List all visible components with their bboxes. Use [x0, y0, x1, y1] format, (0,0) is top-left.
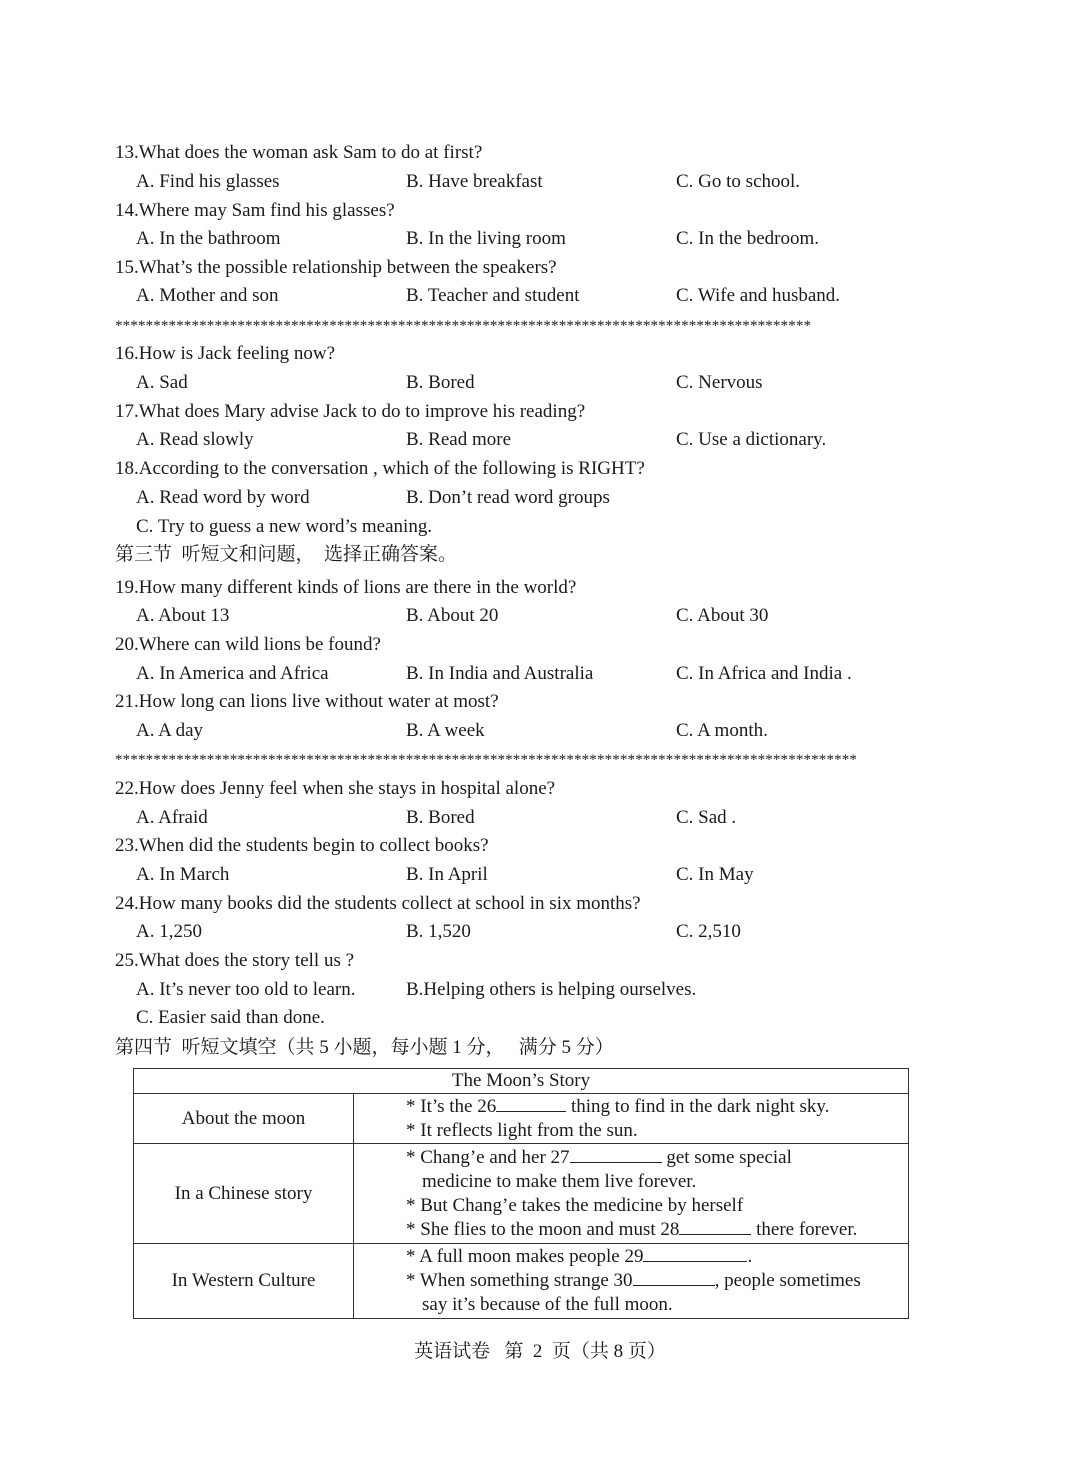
- row-content: [354, 1244, 909, 1319]
- question-20: 20.Where can wild lions be found?: [115, 634, 381, 655]
- option-c: C. A month.: [676, 720, 768, 741]
- question-19: 19.How many different kinds of lions are there in the world?: [115, 577, 577, 598]
- section-4-title: 第四节 听短文填空（共 5 小题，每小题 1 分， 满分 5 分）: [115, 1037, 614, 1058]
- row-content: [354, 1094, 909, 1144]
- question-21: 21.How long can lions live without water at most?: [115, 691, 499, 712]
- blank-27[interactable]: [570, 1148, 662, 1163]
- question-22: 22.How does Jenny feel when she stays in hospital alone?: [115, 778, 556, 799]
- table-row: [134, 1244, 909, 1319]
- option-b: B. About 20: [406, 605, 499, 626]
- table-row: [134, 1144, 909, 1244]
- row-label: About the moon: [134, 1094, 354, 1144]
- content-text: * A full moon makes people 29: [406, 1246, 644, 1267]
- section-3-title: 第三节 听短文和问题， 选择正确答案。: [115, 544, 458, 565]
- row-label: In a Chinese story: [134, 1144, 354, 1244]
- option-a: A. 1,250: [136, 921, 202, 942]
- question-15: 15.What’s the possible relationship between the speakers?: [115, 257, 557, 278]
- question-16: 16.How is Jack feeling now?: [115, 343, 336, 364]
- question-24: 24.How many books did the students collect at school in six months?: [115, 893, 641, 914]
- table-title: The Moon’s Story: [134, 1069, 909, 1094]
- option-a: A. Find his glasses: [136, 171, 280, 192]
- option-c: C. In May: [676, 864, 754, 885]
- content-text: * She flies to the moon and must 28: [406, 1218, 680, 1240]
- separator-line: *******************************************************************************************: [115, 318, 812, 334]
- option-b: B. In India and Australia: [406, 663, 594, 684]
- option-b: B. In the living room: [406, 228, 566, 249]
- question-14: 14.Where may Sam find his glasses?: [115, 200, 395, 221]
- option-a: A. About 13: [136, 605, 230, 626]
- option-c: C. Nervous: [676, 372, 763, 393]
- option-c: C. Easier said than done.: [136, 1007, 325, 1028]
- option-c: C. Try to guess a new word’s meaning.: [136, 516, 433, 537]
- question-13: 13.What does the woman ask Sam to do at first?: [115, 142, 483, 163]
- blank-30[interactable]: [633, 1271, 715, 1286]
- blank-29[interactable]: [643, 1247, 747, 1262]
- option-b: B.Helping others is helping ourselves.: [406, 979, 697, 1000]
- separator-line: *************************************************************************************************: [115, 752, 858, 768]
- content-text: there forever.: [751, 1218, 858, 1240]
- content-text: .: [747, 1246, 753, 1267]
- content-text: say it’s because of the full moon.: [422, 1294, 673, 1315]
- question-23: 23.When did the students begin to collect books?: [115, 835, 489, 856]
- content-text: medicine to make them live forever.: [422, 1170, 697, 1192]
- option-c: C. About 30: [676, 605, 769, 626]
- content-text: * Chang’e and her 27: [406, 1146, 570, 1168]
- option-b: B. Have breakfast: [406, 171, 543, 192]
- row-content: [354, 1144, 909, 1244]
- content-text: * But Chang’e takes the medicine by herself: [406, 1194, 744, 1216]
- option-b: B. A week: [406, 720, 485, 741]
- option-b: B. Bored: [406, 372, 475, 393]
- question-17: 17.What does Mary advise Jack to do to improve his reading?: [115, 401, 586, 422]
- option-a: A. It’s never too old to learn.: [136, 979, 356, 1000]
- option-c: C. 2,510: [676, 921, 741, 942]
- option-b: B. In April: [406, 864, 488, 885]
- option-c: C. Go to school.: [676, 171, 801, 192]
- option-a: A. Read word by word: [136, 487, 310, 508]
- option-a: A. A day: [136, 720, 204, 741]
- moon-story-table: [133, 1068, 909, 1319]
- content-text: , people sometimes: [714, 1270, 861, 1291]
- content-text: thing to find in the dark night sky.: [566, 1095, 830, 1117]
- blank-26[interactable]: [496, 1097, 566, 1112]
- question-18: 18.According to the conversation , which of the following is RIGHT?: [115, 458, 645, 479]
- content-text: * When something strange 30: [406, 1270, 633, 1291]
- option-b: B. Bored: [406, 807, 475, 828]
- option-a: A. Sad: [136, 372, 188, 393]
- blank-28[interactable]: [679, 1220, 751, 1235]
- option-b: B. Don’t read word groups: [406, 487, 610, 508]
- option-c: C. Sad .: [676, 807, 737, 828]
- content-text: get some special: [661, 1146, 792, 1168]
- option-b: B. Read more: [406, 429, 512, 450]
- page-footer: 英语试卷 第 2 页（共 8 页）: [414, 1341, 666, 1362]
- option-b: B. 1,520: [406, 921, 471, 942]
- option-c: C. In the bedroom.: [676, 228, 820, 249]
- option-a: A. Read slowly: [136, 429, 254, 450]
- option-a: A. In March: [136, 864, 230, 885]
- option-a: A. In America and Africa: [136, 663, 329, 684]
- option-c: C. Use a dictionary.: [676, 429, 827, 450]
- content-text: * It’s the 26: [406, 1095, 497, 1117]
- option-a: A. Afraid: [136, 807, 208, 828]
- option-b: B. Teacher and student: [406, 285, 580, 306]
- question-25: 25.What does the story tell us ?: [115, 950, 355, 971]
- option-c: C. Wife and husband.: [676, 285, 841, 306]
- content-text: * It reflects light from the sun.: [406, 1119, 638, 1141]
- option-c: C. In Africa and India .: [676, 663, 852, 684]
- option-a: A. In the bathroom: [136, 228, 281, 249]
- row-label: In Western Culture: [134, 1244, 354, 1319]
- option-a: A. Mother and son: [136, 285, 279, 306]
- table-row: [134, 1094, 909, 1144]
